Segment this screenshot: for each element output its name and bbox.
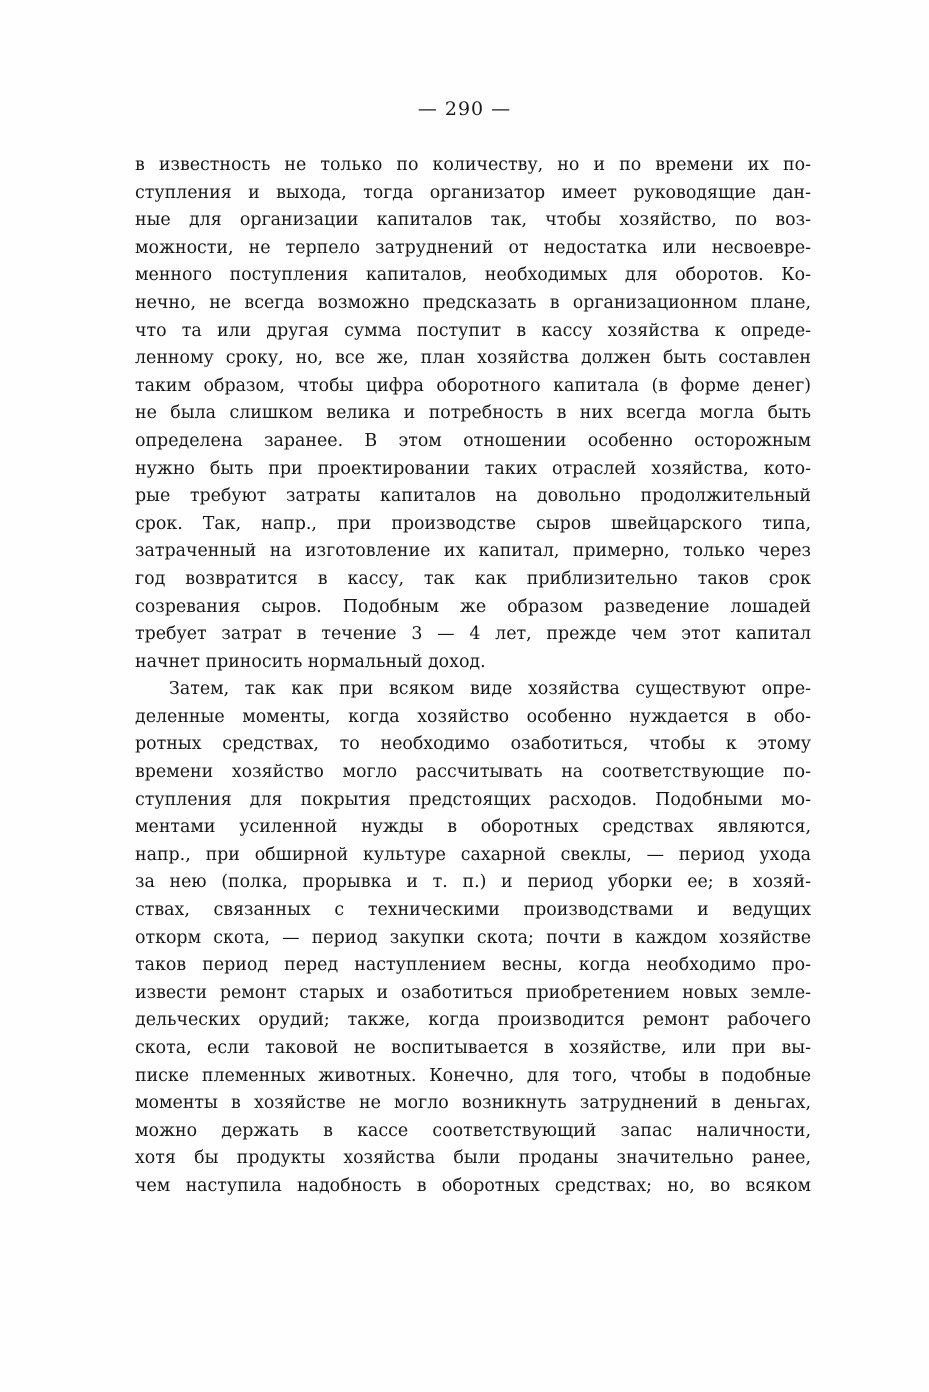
text-line: требует затрат в течение 3 — 4 лет, прежде чем этот капитал — [135, 624, 811, 645]
text-line: времени хозяйство могло рассчитывать на соответствующие по- — [135, 762, 811, 783]
text-line: можно держать в кассе соответствующий запас наличности, — [135, 1120, 811, 1141]
text-line: год возвратится в кассу, так как приблизительно таков срок — [135, 568, 811, 589]
page-number: — 290 — — [417, 98, 512, 120]
text-line: хотя бы продукты хозяйства были проданы значительно ранее, — [135, 1148, 811, 1169]
text-line: рые требуют затраты капиталов на довольно продолжительный — [135, 486, 811, 507]
text-line: определена заранее. В этом отношении особенно осторожным — [135, 430, 811, 451]
text-line: таков период перед наступлением весны, когда необходимо про- — [135, 955, 811, 976]
text-line: Затем, так как при всяком виде хозяйства существуют опре- — [169, 679, 811, 700]
text-line: нечно, не всегда возможно предсказать в организационном плане, — [135, 292, 811, 313]
text-line: ленному сроку, но, все же, план хозяйства должен быть составлен — [135, 348, 811, 369]
text-line: ментами усиленной нужды в оборотных средствах являются, — [135, 817, 811, 838]
text-line: менного поступления капиталов, необходимых для оборотов. Ко- — [135, 265, 811, 286]
paragraph-1 — [135, 152, 811, 676]
text-line: таким образом, чтобы цифра оборотного капитала (в форме денег) — [135, 375, 811, 396]
text-line: писке племенных животных. Конечно, для того, чтобы в подобные — [135, 1065, 811, 1086]
text-line: извести ремонт старых и озаботиться приобретением новых земле- — [135, 982, 811, 1003]
text-line: ступления для покрытия предстоящих расходов. Подобными мо- — [135, 789, 811, 810]
text-line: нужно быть при проектировании таких отраслей хозяйства, кото- — [135, 458, 811, 479]
text-line: в известность не только по количеству, но и по времени их по- — [135, 155, 811, 175]
body-text — [135, 152, 811, 1201]
text-line: моменты в хозяйстве не могло возникнуть затруднений в деньгах, — [135, 1093, 811, 1114]
text-line: не была слишком велика и потребность в них всегда могла быть — [135, 403, 811, 424]
paragraph-2 — [135, 676, 811, 1200]
text-line: что та или другая сумма поступит в кассу хозяйства к опреде- — [135, 320, 811, 341]
text-line: ные для организации капиталов так, чтобы хозяйство, по воз- — [135, 210, 811, 231]
text-line: созревания сыров. Подобным же образом разведение лошадей — [135, 596, 811, 617]
text-line: за нею (полка, прорывка и т. п.) и период уборки ее; в хозяй- — [135, 872, 811, 893]
text-line: можности, не терпело затруднений от недостатка или несвоевре- — [135, 237, 811, 258]
text-line: дельческих орудий; также, когда производится ремонт рабочего — [135, 1010, 811, 1031]
text-line: ротных средствах, то необходимо озаботиться, чтобы к этому — [135, 734, 811, 755]
text-line: ступления и выхода, тогда организатор имеет руководящие дан- — [135, 182, 811, 203]
text-line: скота, если таковой не воспитывается в хозяйстве, или при вы- — [135, 1038, 811, 1058]
text-line: затраченный на изготовление их капитал, примерно, только через — [135, 541, 811, 562]
text-line: напр., при обширной культуре сахарной свеклы, — период ухода — [135, 844, 811, 865]
text-line: начнет приносить нормальный доход. — [135, 651, 486, 672]
text-line: ствах, связанных с техническими производствами и ведущих — [135, 900, 811, 921]
text-line: откорм скота, — период закупки скота; почти в каждом хозяйстве — [135, 927, 811, 948]
text-line: деленные моменты, когда хозяйство особенно нуждается в обо- — [135, 706, 811, 727]
text-line: срок. Так, напр., при производстве сыров швейцарского типа, — [135, 513, 811, 534]
text-line: чем наступила надобность в оборотных средствах; но, во всяком — [135, 1175, 811, 1196]
